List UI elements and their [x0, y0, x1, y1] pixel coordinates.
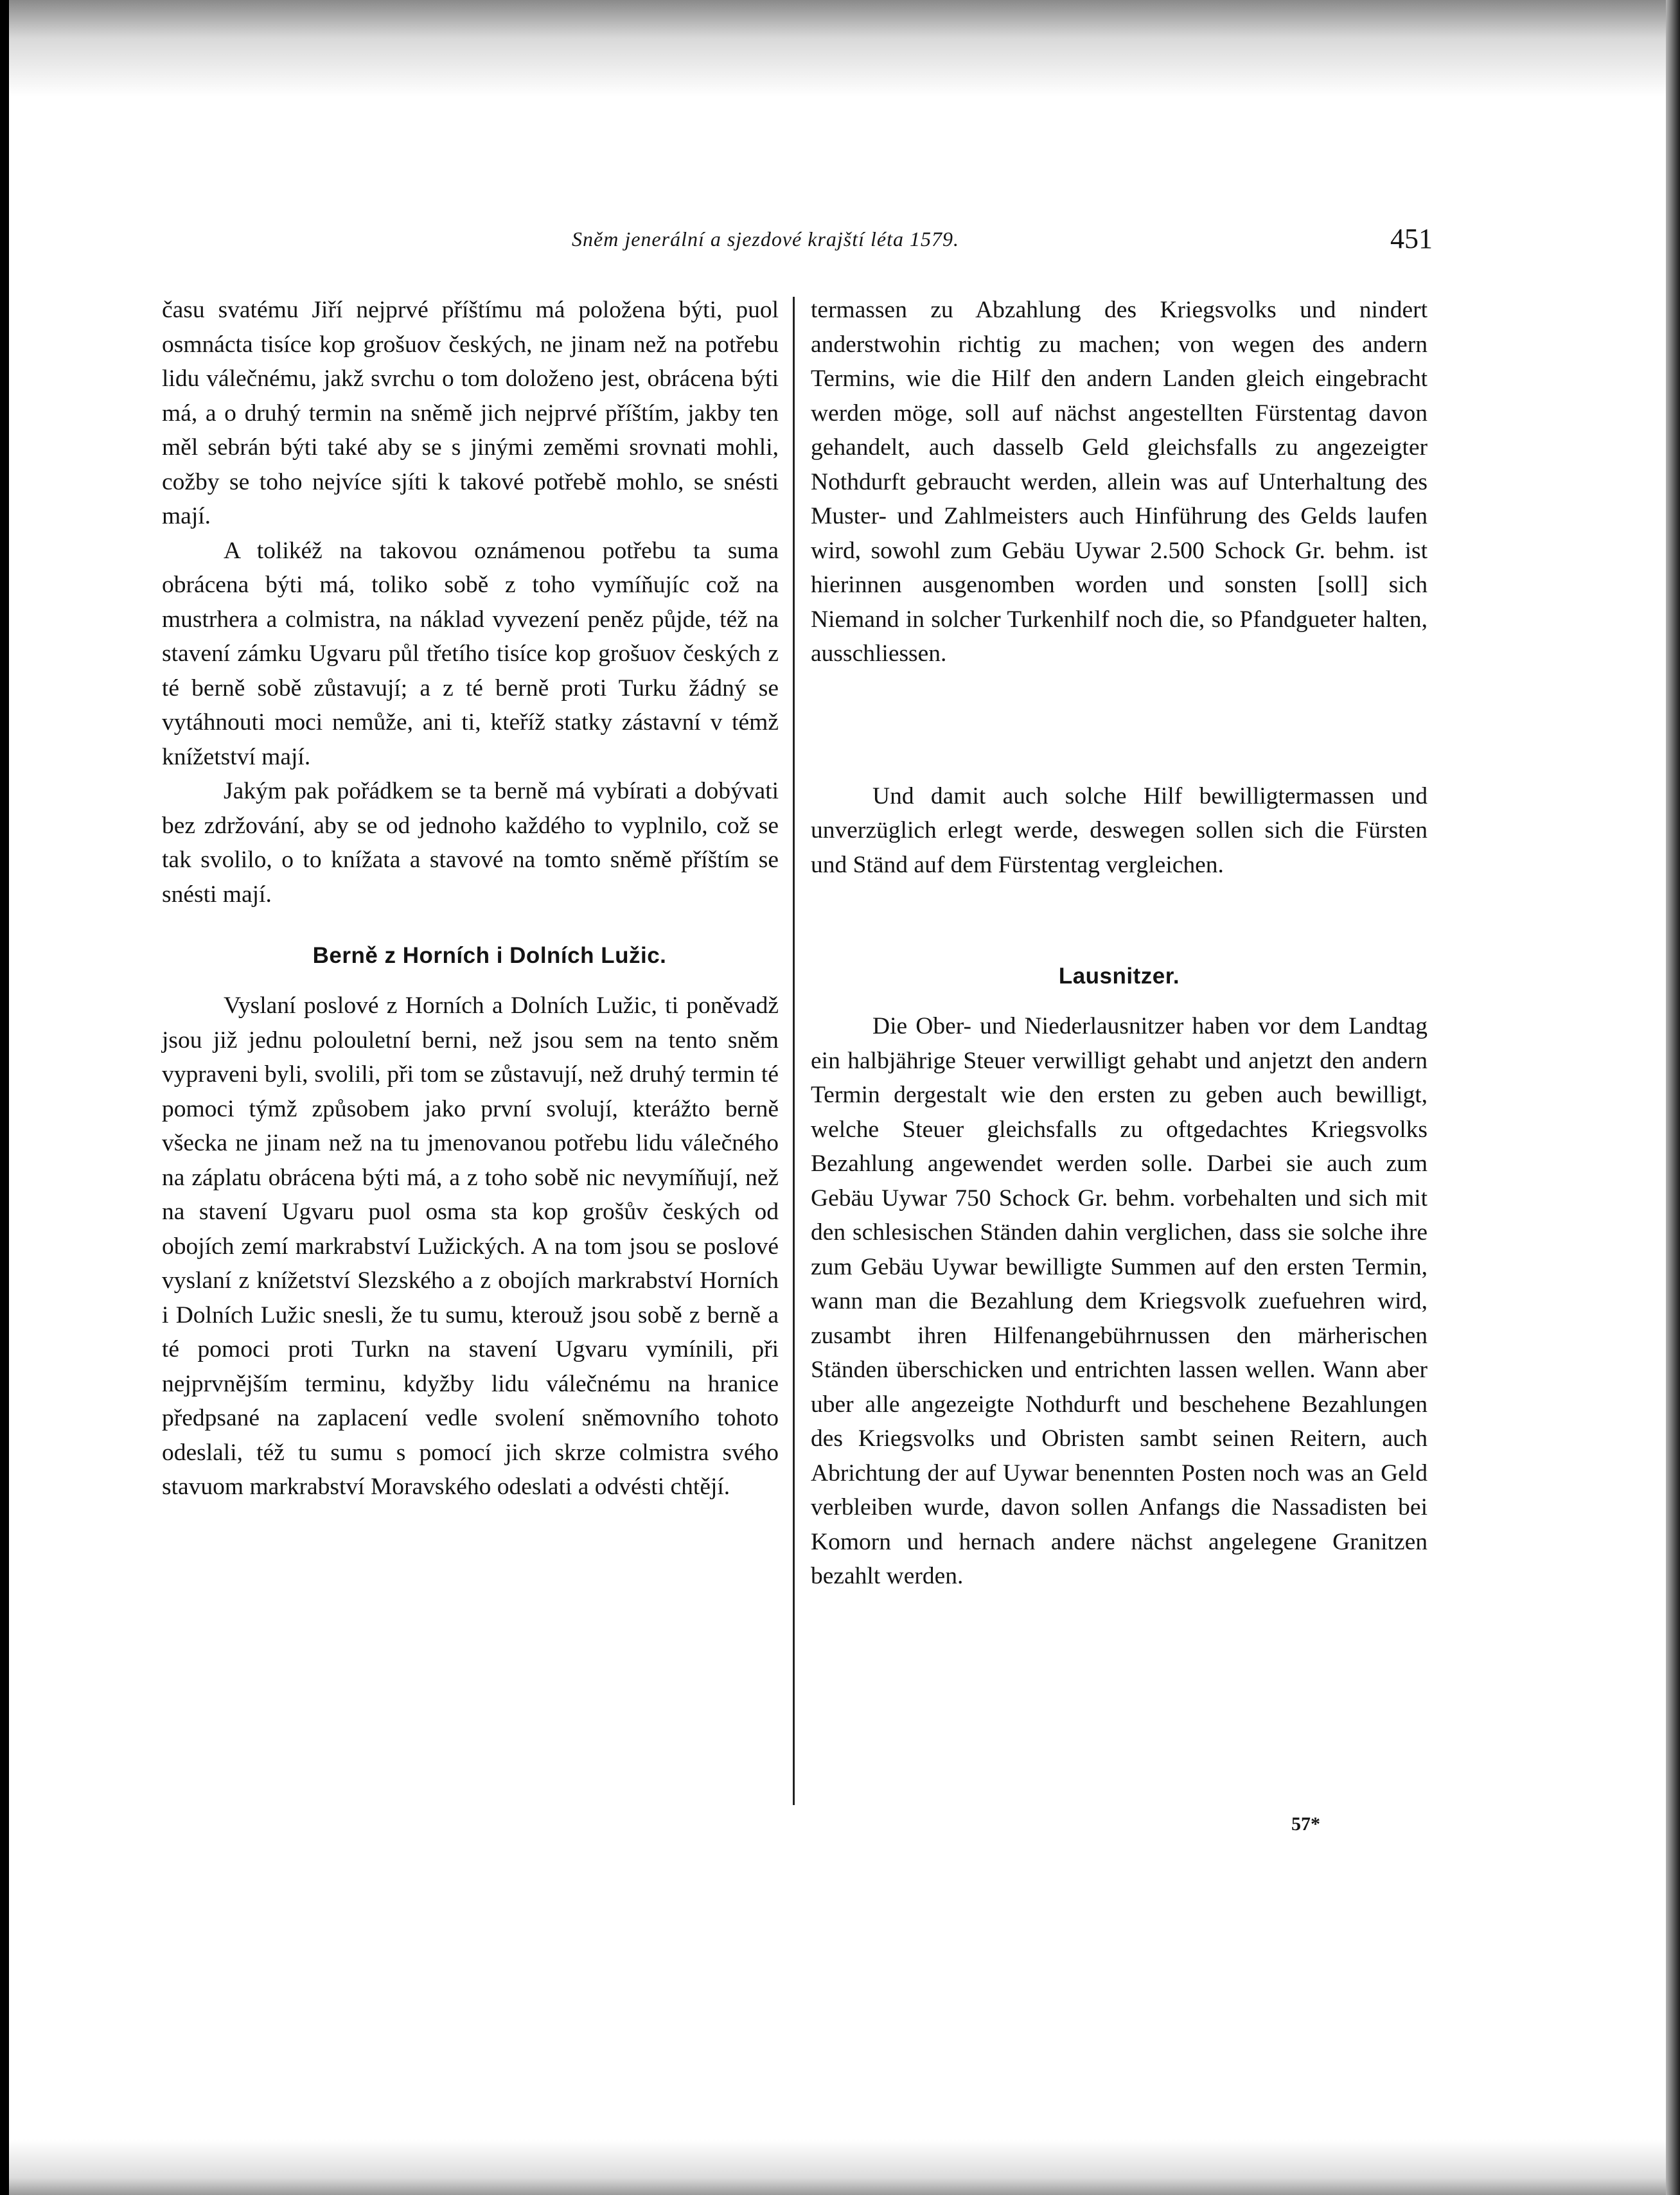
running-title: Sněm jenerální a sjezdové krajští léta 1579. — [572, 227, 960, 251]
paragraph: Vyslaní poslové z Horních a Dolních Lužic, ti poněvadž jsou již jednu polouletní berni, než jsou sem na tento sněm vypraveni byli, svolili, při tom se zůstavují, než druhý termin té pomoci týmž způsobem jako první svolují, kterážto berně všecka ne jinam než na tu jmenovanou potřebu lidu válečného na záplatu obrácena býti má, a z toho sobě nic nevymíňují, než na stavení Ugvaru puol osma sta kop grošův českých od obojích zemí markrabství Lužických. A na tom jsou se poslové vyslaní z knížetství Slezského a z obojích markrabství Horních i Dolních Lužic snesli, že tu sumu, kterouž jsou sobě z berně a té pomoci proti Turkn na stavení Ugvaru vymínili, při nejprvnějším terminu, kdyžby lidu válečnému na hranice předpsané na zaplacení vedle svolení sněmovního tohoto odeslali, též tu sumu s pomocí jich skrze colmistra svého stavuom markrabství Moravského odeslati a odvésti chtějí. — [162, 992, 779, 1500]
section-heading: Lausnitzer. — [1058, 964, 1180, 989]
page-number: 451 — [1390, 223, 1433, 254]
paragraph: termassen zu Abzahlung des Kriegsvolks und nindert anderstwohin richtig zu machen; von wegen des andern Termins, wie die Hilf den andern Landen gleich eingebracht werden möge, soll auf nächst angestellten Fürstentag davon gehandelt, auch dasselb Geld gleichsfalls zu angezeigter Nothdurft gebraucht werden, allein was auf Unterhaltung des Muster- und Zahlmeisters auch Hinführung des Gelds laufen wird, sowohl zum Gebäu Uywar 2.500 Schock Gr. behm. ist hierinnen ausgenomben worden und sonsten [soll] sich Niemand in solcher Turkenhilf noch die, so Pfandgueter halten, ausschliessen. — [811, 297, 1428, 667]
scan-left-edge — [0, 0, 9, 2195]
left-column-czech — [162, 293, 779, 1504]
paragraph: A tolikéž na takovou oznámenou potřebu ta suma obrácena býti má, toliko sobě z toho vymíňujíc což na mustrhera a colmistra, na náklad vyvezení peněz půjde, též na stavení zámku Ugvaru půl třetího tisíce kop grošuov českých z té berně sobě zůstavují; a z té berně proti Turku žádný se vytáhnouti moci nemůže, ani ti, kteříž statky zástavní v témž knížetství mají. — [162, 537, 779, 770]
spacer — [811, 671, 1428, 779]
paragraph: Und damit auch solche Hilf bewilligtermassen und unverzüglich erlegt werde, deswegen sollen sich die Fürsten und Ständ auf dem Fürstentag vergleichen. — [811, 782, 1428, 878]
section-heading: Berně z Horních i Dolních Lužic. — [312, 943, 667, 968]
paragraph: Die Ober- und Niederlausnitzer haben vor dem Landtag ein halbjährige Steuer verwilligt gehabt und anjetzt den andern Termin dergestalt wie den ersten zu geben auch bewilligt, welche Steuer gleichsfalls zu oftgedachtes Kriegsvolks Bezahlung angewendet werden solle. Darbei sie auch zum Gebäu Uywar 750 Schock Gr. behm. vorbehalten und sich mit den schlesischen Ständen dahin verglichen, dass sie solche ihre zum Gebäu Uywar bewilligte Summen auf den ersten Termin, wann man die Bezahlung dem Kriegsvolk zuefuehren wird, zusambt ihren Hilfenangebührnussen den märherischen Ständen überschicken und entrichten lassen wellen. Wann aber uber alle angezeigte Nothdurft und beschehene Bezahlungen des Kriegsvolks und Obristen sambt seinen Reitern, auch Abrichtung der auf Uywar benennten Posten noch was an Geld verbleiben wurde, davon sollen Anfangs die Nassadisten bei Komorn und hernach andere nächst angelegene Granitzen bezahlt werden. — [811, 1013, 1428, 1589]
page-header — [148, 223, 1433, 258]
paragraph: času svatému Jiří nejprvé příštímu má položena býti, puol osmnácta tisíce kop grošuov českých, ne jinam než na potřebu lidu válečnému, jakž svrchu o tom doloženo jest, obrácena býti má, a o druhý termin na sněmě jich nejprvé příštím, jakby ten měl sebrán býti také aby se s jinými zeměmi srovnati mohli, cožby se toho nejvíce sjíti k takové potřebě mohlo, se snésti mají. — [162, 297, 779, 529]
signature-mark: 57* — [1291, 1813, 1320, 1835]
scan-right-edge — [1666, 0, 1680, 2195]
right-column-german — [811, 293, 1428, 1594]
column-divider — [793, 297, 795, 1805]
paragraph: Jakým pak pořádkem se ta berně má vybírati a dobývati bez zdržování, aby se od jednoho každého to vyplnilo, což se tak svolilo, o to knížata a stavové na tomto sněmě příštím se snésti mají. — [162, 778, 779, 908]
